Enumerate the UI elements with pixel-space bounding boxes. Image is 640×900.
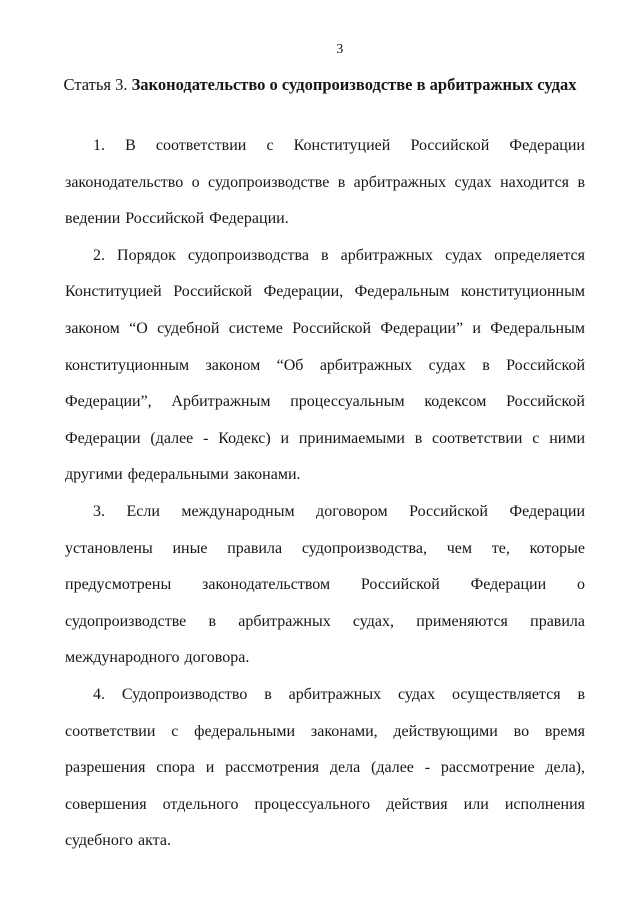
article-heading bbox=[0, 75, 640, 95]
article-heading-title: Законодательство о судопроизводстве в арбитражных судах bbox=[131, 75, 577, 94]
page-number: 3 bbox=[336, 42, 344, 57]
article-body bbox=[0, 128, 640, 860]
paragraph-2: 2. Порядок судопроизводства в арбитражных судах определяется Конституцией Российской Федерации, Федеральным конституционным законом “О судебной системе Российской Федерации” и Федеральным конституционным законом “Об арбитражных судах в Российской Федерации”, Арбитражным процессуальным кодексом Российской Федерации (далее - Кодекс) и принимаемыми в соответствии с ними другими федеральными законами. bbox=[65, 246, 585, 484]
paragraph-3: 3. Если международным договором Российской Федерации установлены иные правила судопроизводства, чем те, которые предусмотрены законодательством Российской Федерации о судопроизводстве в арбитражных судах, применяются правила международного договора. bbox=[65, 502, 585, 667]
paragraph-4: 4. Судопроизводство в арбитражных судах осуществляется в соответствии с федеральными законами, действующими во время разрешения спора и рассмотрения дела (далее - рассмотрение дела), совершения отдельного процессуального действия или исполнения судебного акта. bbox=[65, 685, 585, 850]
paragraph-1: 1. В соответствии с Конституцией Российской Федерации законодательство о судопроизводстве в арбитражных судах находится в ведении Российской Федерации. bbox=[65, 137, 585, 228]
article-heading-prefix: Статья 3. bbox=[63, 75, 128, 94]
